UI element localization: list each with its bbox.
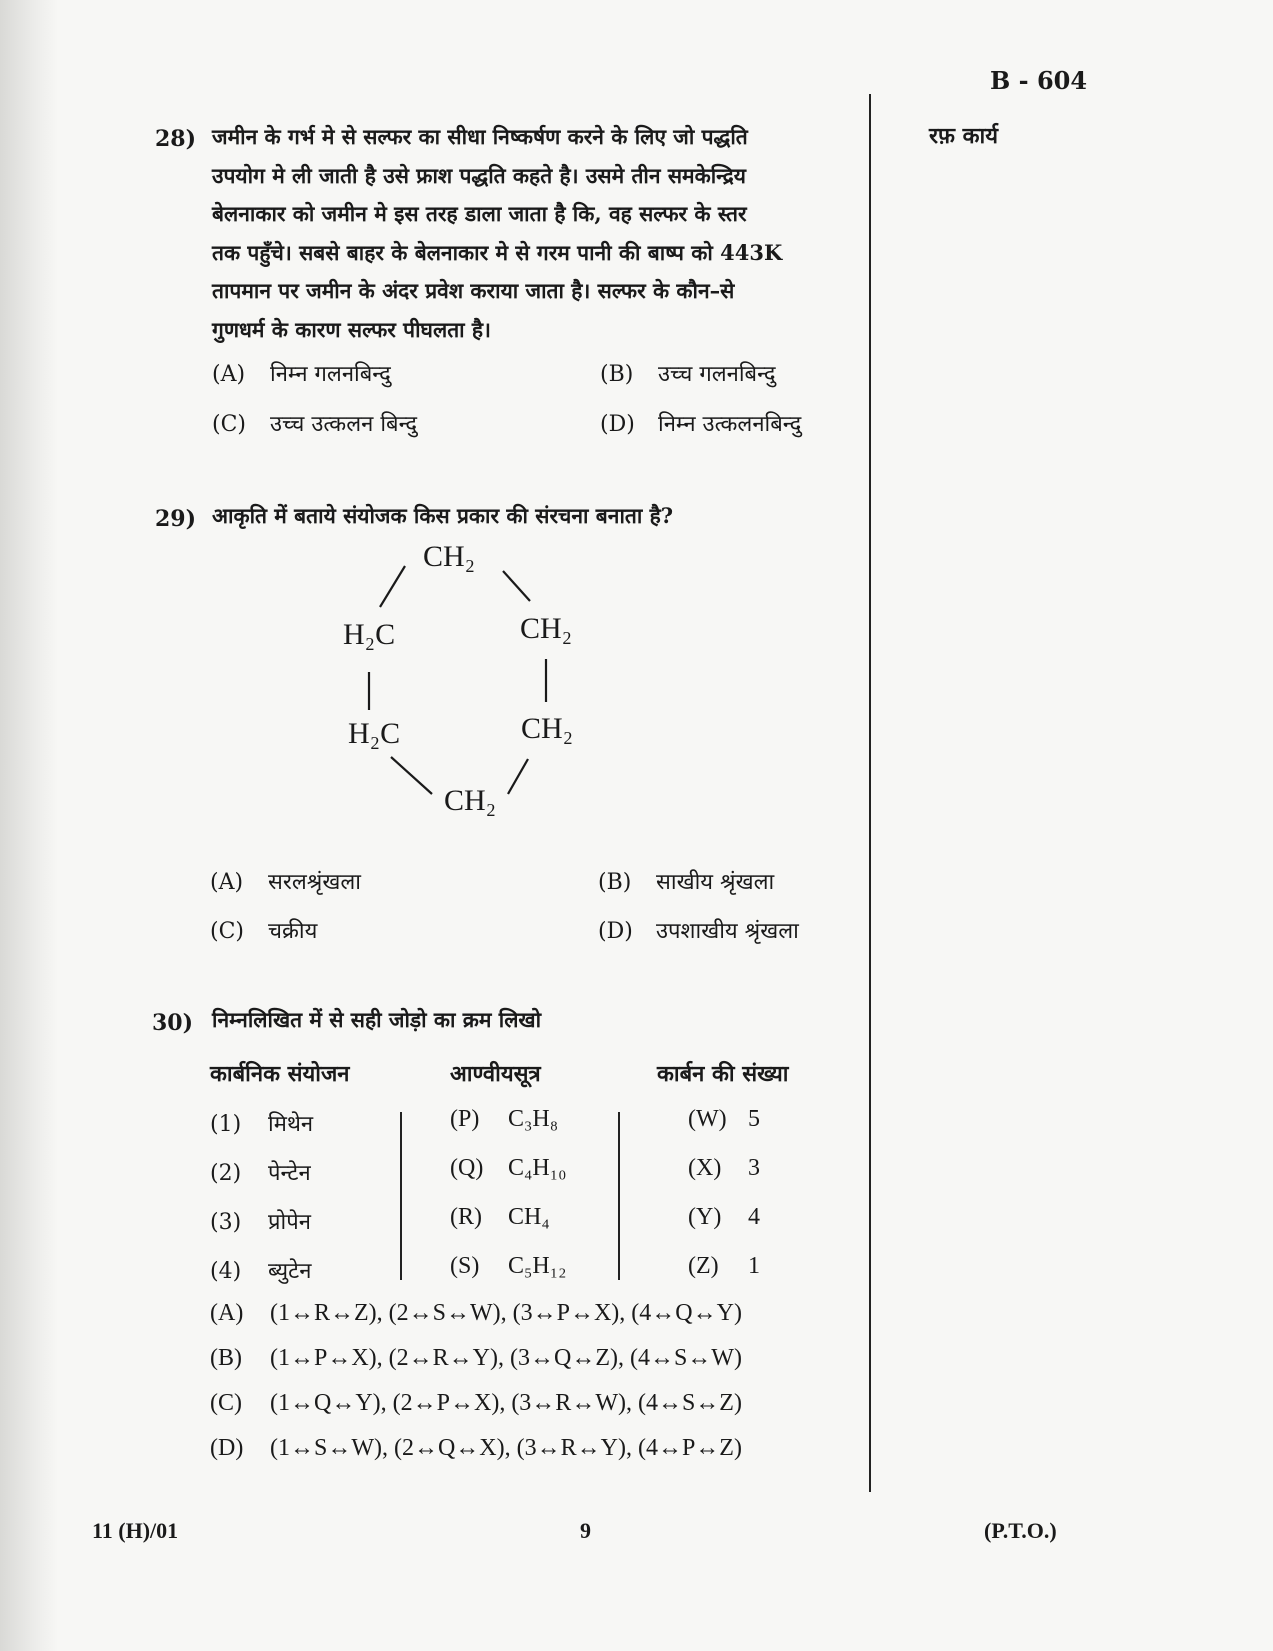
formula-row — [450, 1253, 566, 1280]
formula-row — [450, 1155, 566, 1182]
option-text: (1↔S↔W), (2↔Q↔X), (3↔R↔Y), (4↔P↔Z) — [270, 1435, 742, 1461]
compound-name: मिथेन — [268, 1112, 314, 1137]
option-b — [210, 1345, 742, 1372]
carbon-count: 1 — [748, 1253, 760, 1279]
option-label: (C) — [210, 919, 244, 944]
row-label: (4) — [210, 1259, 242, 1284]
option-text: निम्न गलनबिन्दु — [270, 362, 391, 387]
bond-top-left — [380, 566, 405, 607]
row-label: (R) — [450, 1204, 482, 1230]
option-text: उच्च गलनबिन्दु — [658, 362, 776, 387]
option-label: (D) — [600, 412, 635, 437]
column-separator — [618, 1112, 620, 1280]
option-label: (A) — [210, 870, 244, 895]
atom-top: CH₂ — [423, 540, 476, 573]
option-text: (1↔R↔Z), (2↔S↔W), (3↔P↔X), (4↔Q↔Y) — [270, 1300, 742, 1326]
molecular-formula: C₄H₁₀ — [508, 1155, 567, 1181]
carbon-count: 4 — [748, 1204, 760, 1230]
row-label: (Y) — [688, 1204, 722, 1230]
row-label: (X) — [688, 1155, 722, 1181]
row-label: (W) — [688, 1106, 727, 1132]
option-label: (B) — [210, 1345, 242, 1371]
option-a — [210, 866, 361, 896]
column-header-carbons: कार्बन की संख्या — [657, 1061, 789, 1087]
rough-work-label: रफ़ कार्य — [929, 123, 998, 149]
carbon-row — [688, 1253, 760, 1280]
option-label: (A) — [210, 1300, 244, 1326]
molecular-formula: CH₄ — [508, 1204, 550, 1230]
option-text: सरलश्रृंखला — [268, 870, 361, 895]
atom-bottom: CH₂ — [444, 784, 497, 817]
option-text: साखीय श्रृंखला — [656, 870, 775, 895]
option-c — [210, 915, 317, 945]
carbon-count: 5 — [748, 1106, 760, 1132]
option-text: उच्च उत्कलन बिन्दु — [270, 412, 418, 437]
row-label: (1) — [210, 1112, 242, 1137]
option-label: (C) — [210, 1390, 242, 1416]
row-label: (Q) — [450, 1155, 484, 1181]
option-text: (1↔Q↔Y), (2↔P↔X), (3↔R↔W), (4↔S↔Z) — [270, 1390, 742, 1416]
column-header-compound: कार्बनिक संयोजन — [210, 1061, 350, 1087]
bond-bottom-right — [508, 759, 528, 794]
option-label: (A) — [212, 362, 246, 387]
column-header-formula: आण्वीयसूत्र — [450, 1061, 541, 1087]
atom-right-lower: CH₂ — [521, 712, 574, 745]
paper-code: B - 604 — [990, 66, 1088, 95]
option-a — [210, 1300, 742, 1327]
bond-bottom-left — [391, 757, 432, 794]
question-text: निम्नलिखित में से सही जोड़ो का क्रम लिखो — [212, 1007, 542, 1032]
bond-top-right — [503, 571, 530, 601]
row-label: (2) — [210, 1161, 242, 1186]
option-label: (B) — [598, 870, 632, 895]
text-line: तक पहुँचे। सबसे बाहर के बेलनाकार मे से गरम पानी की बाष्प को 443K — [212, 239, 783, 265]
text-line: उपयोग मे ली जाती है उसे फ्राश पद्धति कहते है। उसमे तीन समकेन्द्रिय — [212, 162, 746, 188]
formula-row — [450, 1106, 558, 1133]
option-text: चक्रीय — [268, 919, 318, 944]
atom-right-upper: CH₂ — [520, 612, 573, 645]
footer-code: 11 (H)/01 — [92, 1518, 179, 1543]
option-b — [598, 866, 774, 896]
compound-row — [210, 1255, 311, 1285]
option-label: (C) — [212, 412, 246, 437]
pto-label: (P.T.O.) — [984, 1518, 1057, 1543]
text-line: गुणधर्म के कारण सल्फर पीघलता है। — [212, 316, 492, 342]
compound-row — [210, 1108, 313, 1138]
molecular-formula: C₅H₁₂ — [508, 1253, 567, 1279]
compound-name: पेन्टेन — [268, 1161, 311, 1186]
compound-name: ब्युटेन — [268, 1259, 312, 1284]
text-line: जमीन के गर्भ मे से सल्फर का सीधा निष्कर्षण करने के लिए जो पद्धति — [212, 124, 748, 149]
question-number: 29) — [155, 506, 197, 532]
carbon-row — [688, 1155, 760, 1182]
row-label: (Z) — [688, 1253, 719, 1279]
atom-left-lower: H₂C — [348, 717, 401, 750]
option-c — [210, 1390, 742, 1417]
text-line: तापमान पर जमीन के अंदर प्रवेश कराया जाता है। सल्फर के कौन–से — [212, 278, 735, 303]
option-label: (B) — [600, 362, 634, 387]
atom-left-upper: H₂C — [343, 618, 396, 651]
carbon-count: 3 — [748, 1155, 760, 1181]
column-separator — [400, 1112, 402, 1280]
option-text: उपशाखीय श्रृंखला — [656, 919, 799, 944]
formula-row — [450, 1204, 550, 1231]
row-label: (S) — [450, 1253, 480, 1279]
option-d — [598, 915, 799, 945]
option-label: (D) — [210, 1435, 244, 1461]
row-label: (3) — [210, 1210, 242, 1235]
text-line: बेलनाकार को जमीन मे इस तरह डाला जाता है कि, वह सल्फर के स्तर — [212, 201, 747, 226]
carbon-row — [688, 1106, 760, 1133]
compound-row — [210, 1157, 311, 1187]
option-label: (D) — [598, 919, 633, 944]
option-text: निम्न उत्कलनबिन्दु — [658, 412, 802, 437]
question-number: 28) — [155, 126, 197, 152]
carbon-row — [688, 1204, 760, 1231]
row-label: (P) — [450, 1106, 480, 1132]
molecular-formula: C₃H₈ — [508, 1106, 559, 1132]
page-number: 9 — [580, 1518, 591, 1543]
option-d — [210, 1435, 742, 1462]
question-number: 30) — [152, 1010, 194, 1036]
compound-name: प्रोपेन — [268, 1210, 311, 1235]
question-text: आकृति में बताये संयोजक किस प्रकार की संरचना बनाता है? — [212, 503, 674, 528]
option-text: (1↔P↔X), (2↔R↔Y), (3↔Q↔Z), (4↔S↔W) — [270, 1345, 742, 1371]
compound-row — [210, 1206, 311, 1236]
